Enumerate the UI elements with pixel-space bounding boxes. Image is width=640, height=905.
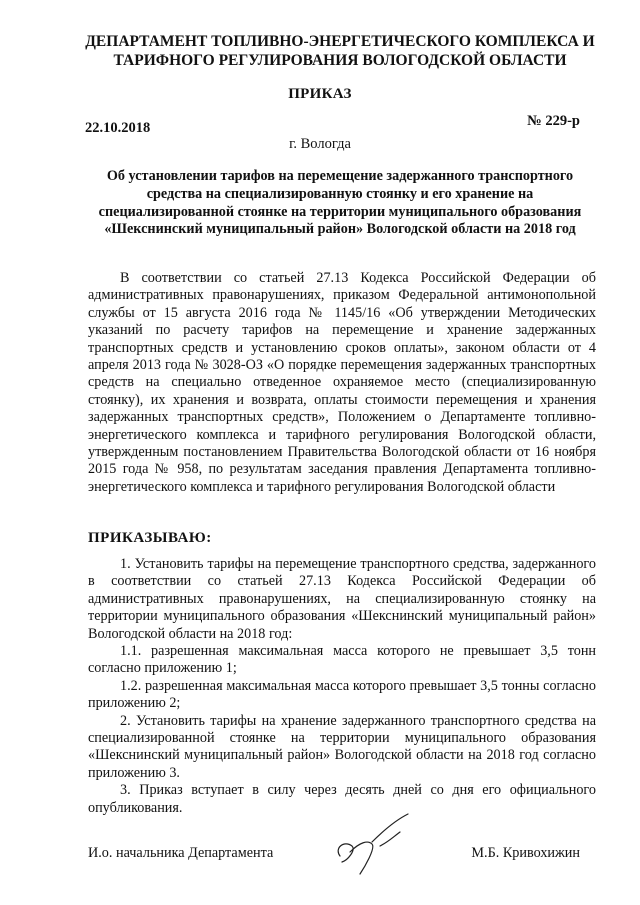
preamble-paragraph: В соответствии со статьей 27.13 Кодекса Российской Федерации об административных правонарушениях, приказом Федеральной антимонопольной службы от 15 августа 2016 года № 1145/16 «Об утверждении Методических указаний по расчету тарифов на перемещение и хранение задержанных транспортных средств и установлению сроков оплаты», законом области от 4 апреля 2013 года № 3028-ОЗ «О порядке перемещения задержанных транспортных средств на специально отведенное охраняемое место (специализированную стоянку), их хранения и возврата, оплаты стоимости перемещения и хранения задержанных транспортных средств», Положением о Департаменте топливно-энергетического комплекса и тарифного регулирования Вологодской области, утвержденным постановлением Правительства Вологодской области от 16 ноября 2015 года № 958, по результатам заседания правления Департамента топливно-энергетического комплекса и тарифного регулирования Вологодской области [88, 270, 596, 495]
document-type: ПРИКАЗ [288, 86, 352, 102]
order-date: 22.10.2018 [85, 120, 151, 136]
department-heading: ДЕПАРТАМЕНТ ТОПЛИВНО-ЭНЕРГЕТИЧЕСКОГО КОМПЛЕКСА И ТАРИФНОГО РЕГУЛИРОВАНИЯ ВОЛОГОДСКОЙ ОБЛАСТИ [85, 33, 595, 69]
order-item: 1. Установить тарифы на перемещение транспортного средства, задержанного в соответствии со статьей 27.13 Кодекса Российской Федерации об административных правонарушениях, на специализированную стоянку на территории муниципального образования «Шекснинский муниципальный район» Вологодской области на 2018 год: [88, 556, 596, 642]
order-item: 1.2. разрешенная максимальная масса которого превышает 3,5 тонны согласно приложению 2; [88, 677, 596, 712]
order-number: № 229-р [527, 113, 580, 129]
signatory-position: И.о. начальника Департамента [88, 845, 274, 861]
order-item: 2. Установить тарифы на хранение задержанного транспортного средства на специализированной стоянке на территории муниципального образования «Шекснинский муниципальный район» Вологодской области на 2018 год согласно приложению 3. [88, 712, 596, 781]
order-item: 3. Приказ вступает в силу через десять дней со дня его официального опубликования. [88, 782, 596, 816]
order-word: ПРИКАЗЫВАЮ: [88, 530, 212, 546]
handwritten-signature [330, 812, 420, 882]
order-item: 1.1. разрешенная максимальная масса которого не превышает 3,5 тонн согласно приложению 1; [88, 643, 596, 677]
order-city: г. Вологда [289, 136, 351, 152]
order-subject: Об установлении тарифов на перемещение задержанного транспортного средства на специализированную стоянку и его хранение на специализированной стоянке на территории муниципального образования «Шекснинский муниципальный район» Вологодской области на 2018 год [98, 168, 582, 238]
signatory-name: М.Б. Кривохижин [471, 845, 580, 861]
order-items [88, 556, 596, 817]
